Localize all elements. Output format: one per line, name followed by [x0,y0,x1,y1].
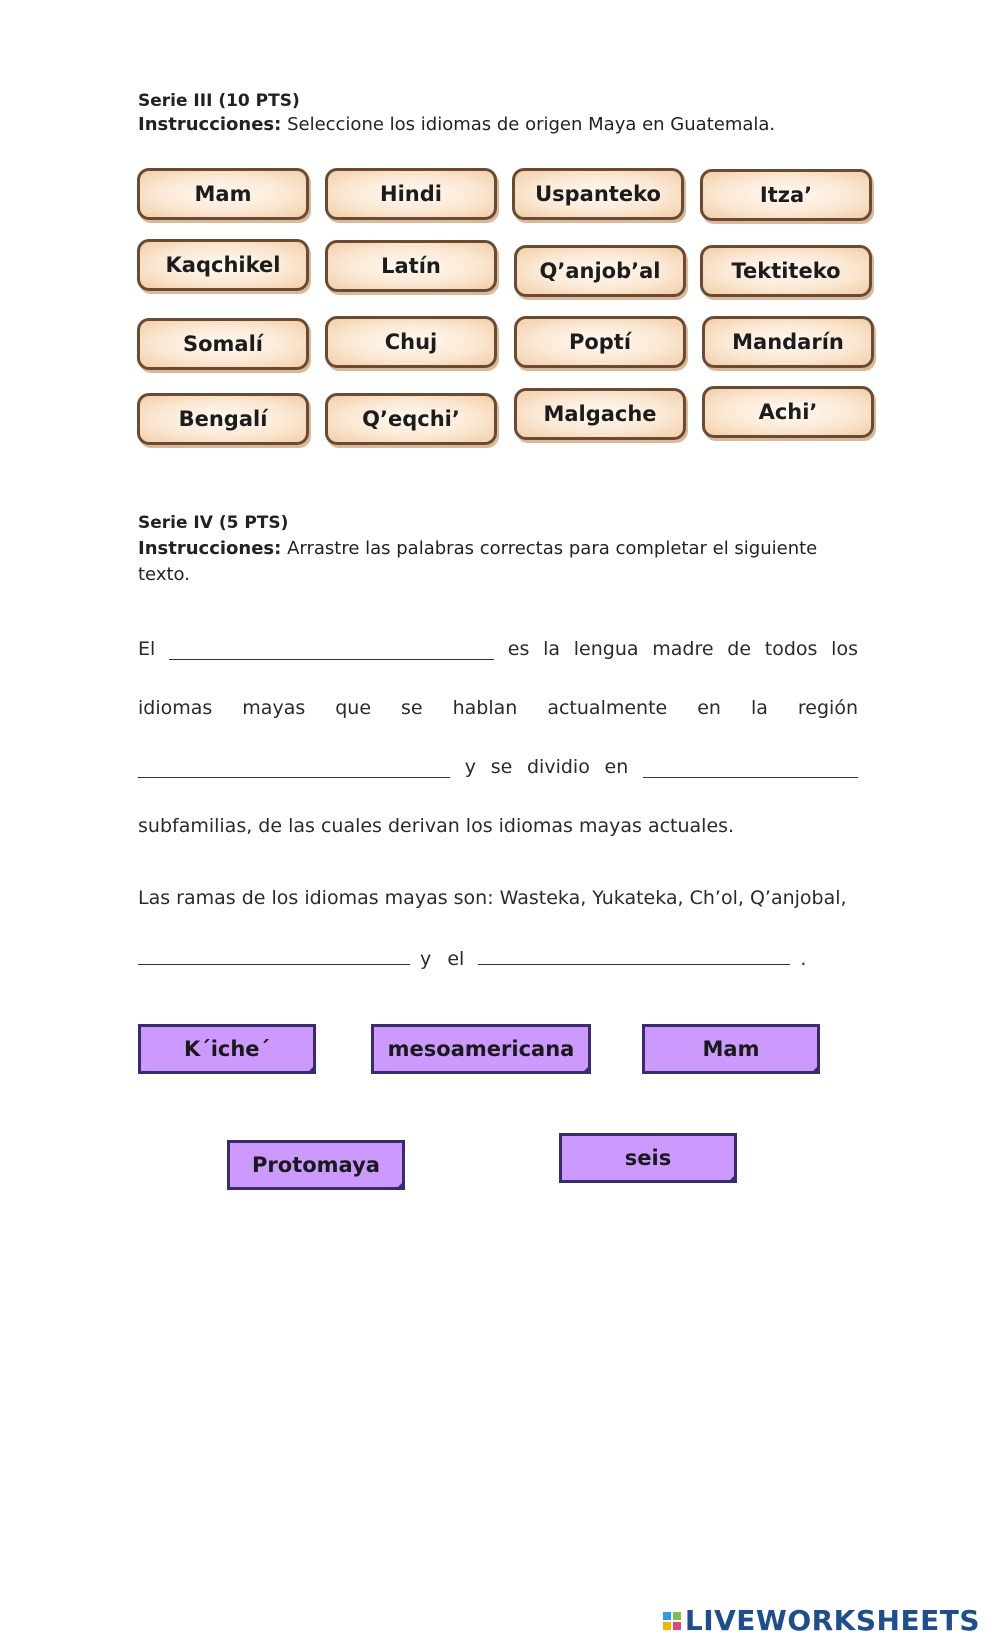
drag-word-kiche[interactable]: K´iche´ [138,1024,316,1074]
answer-blank-4[interactable] [138,946,410,965]
drag-word-mam[interactable]: Mam [642,1024,820,1074]
instructions-label: Instrucciones: [138,538,282,559]
paragraph-word: lengua [573,638,639,660]
paragraph-word: región [797,697,858,719]
paragraph-line-5: Las ramas de los idiomas mayas son: Wasteka, Yukateka, Ch’ol, Q’anjobal, [138,887,847,909]
drag-word-protomaya[interactable]: Protomaya [227,1140,405,1190]
word-option[interactable]: Kaqchikel [137,239,309,291]
word-option[interactable]: Malgache [514,388,686,440]
paragraph-text: . [800,948,807,970]
instructions-text: Seleccione los idiomas de origen Maya en Guatemala. [281,114,776,135]
serie4-instructions [138,536,838,588]
instructions-text: Arrastre las palabras correctas para completar el siguiente texto. [138,538,818,585]
paragraph-word: se [401,697,423,719]
paragraph-word: mayas [242,697,306,719]
word-option[interactable]: Somalí [137,318,309,370]
answer-blank-3[interactable] [643,759,858,778]
word-option[interactable]: Mandarín [702,316,874,368]
paragraph-word: actualmente [547,697,668,719]
paragraph-word: en [697,697,721,719]
drag-word-seis[interactable]: seis [559,1133,737,1183]
word-option[interactable]: Latín [325,240,497,292]
paragraph-word: la [750,697,768,719]
paragraph-line-4: subfamilias, de las cuales derivan los idiomas mayas actuales. [138,815,735,837]
word-option[interactable]: Poptí [514,316,686,368]
paragraph-line-2 [138,697,858,719]
liveworksheets-logo [663,1604,980,1637]
paragraph-word: y [420,948,432,970]
paragraph-word: idiomas [138,697,213,719]
liveworksheets-brand: LIVEWORKSHEETS [684,1604,980,1637]
serie4-title: Serie IV (5 PTS) [138,513,289,533]
word-option[interactable]: Q’eqchi’ [325,393,497,445]
paragraph-word: se [490,756,513,778]
paragraph-word: en [604,756,629,778]
answer-blank-2[interactable] [138,759,450,778]
paragraph-word: de [727,638,752,660]
word-option[interactable]: Chuj [325,316,497,368]
paragraph-word: todos [764,638,818,660]
liveworksheets-logo-icon [663,1612,681,1630]
word-option[interactable]: Mam [137,168,309,220]
answer-blank-1[interactable] [169,641,494,660]
paragraph-line-3 [138,756,858,778]
paragraph-text: El [138,638,156,660]
paragraph-word: madre [652,638,714,660]
paragraph-word: que [335,697,372,719]
paragraph-word: el [447,948,465,970]
word-option[interactable]: Q’anjob’al [514,245,686,297]
answer-blank-5[interactable] [478,946,790,965]
word-option[interactable]: Achi’ [702,386,874,438]
paragraph-word: y [464,756,476,778]
word-option[interactable]: Bengalí [137,393,309,445]
instructions-label: Instrucciones: [138,114,282,135]
paragraph-word: la [543,638,561,660]
paragraph-word: hablan [452,697,518,719]
paragraph-line-6 [138,946,858,970]
word-option[interactable]: Uspanteko [512,168,684,220]
drag-word-mesoamericana[interactable]: mesoamericana [371,1024,591,1074]
paragraph-word: dividio [527,756,590,778]
word-option[interactable]: Hindi [325,168,497,220]
serie3-instructions [138,112,838,138]
word-option[interactable]: Itza’ [700,169,872,221]
serie3-title: Serie III (10 PTS) [138,91,300,111]
paragraph-word: es [507,638,530,660]
paragraph-line-1 [138,638,858,660]
paragraph-word: los [831,638,858,660]
word-option[interactable]: Tektiteko [700,245,872,297]
